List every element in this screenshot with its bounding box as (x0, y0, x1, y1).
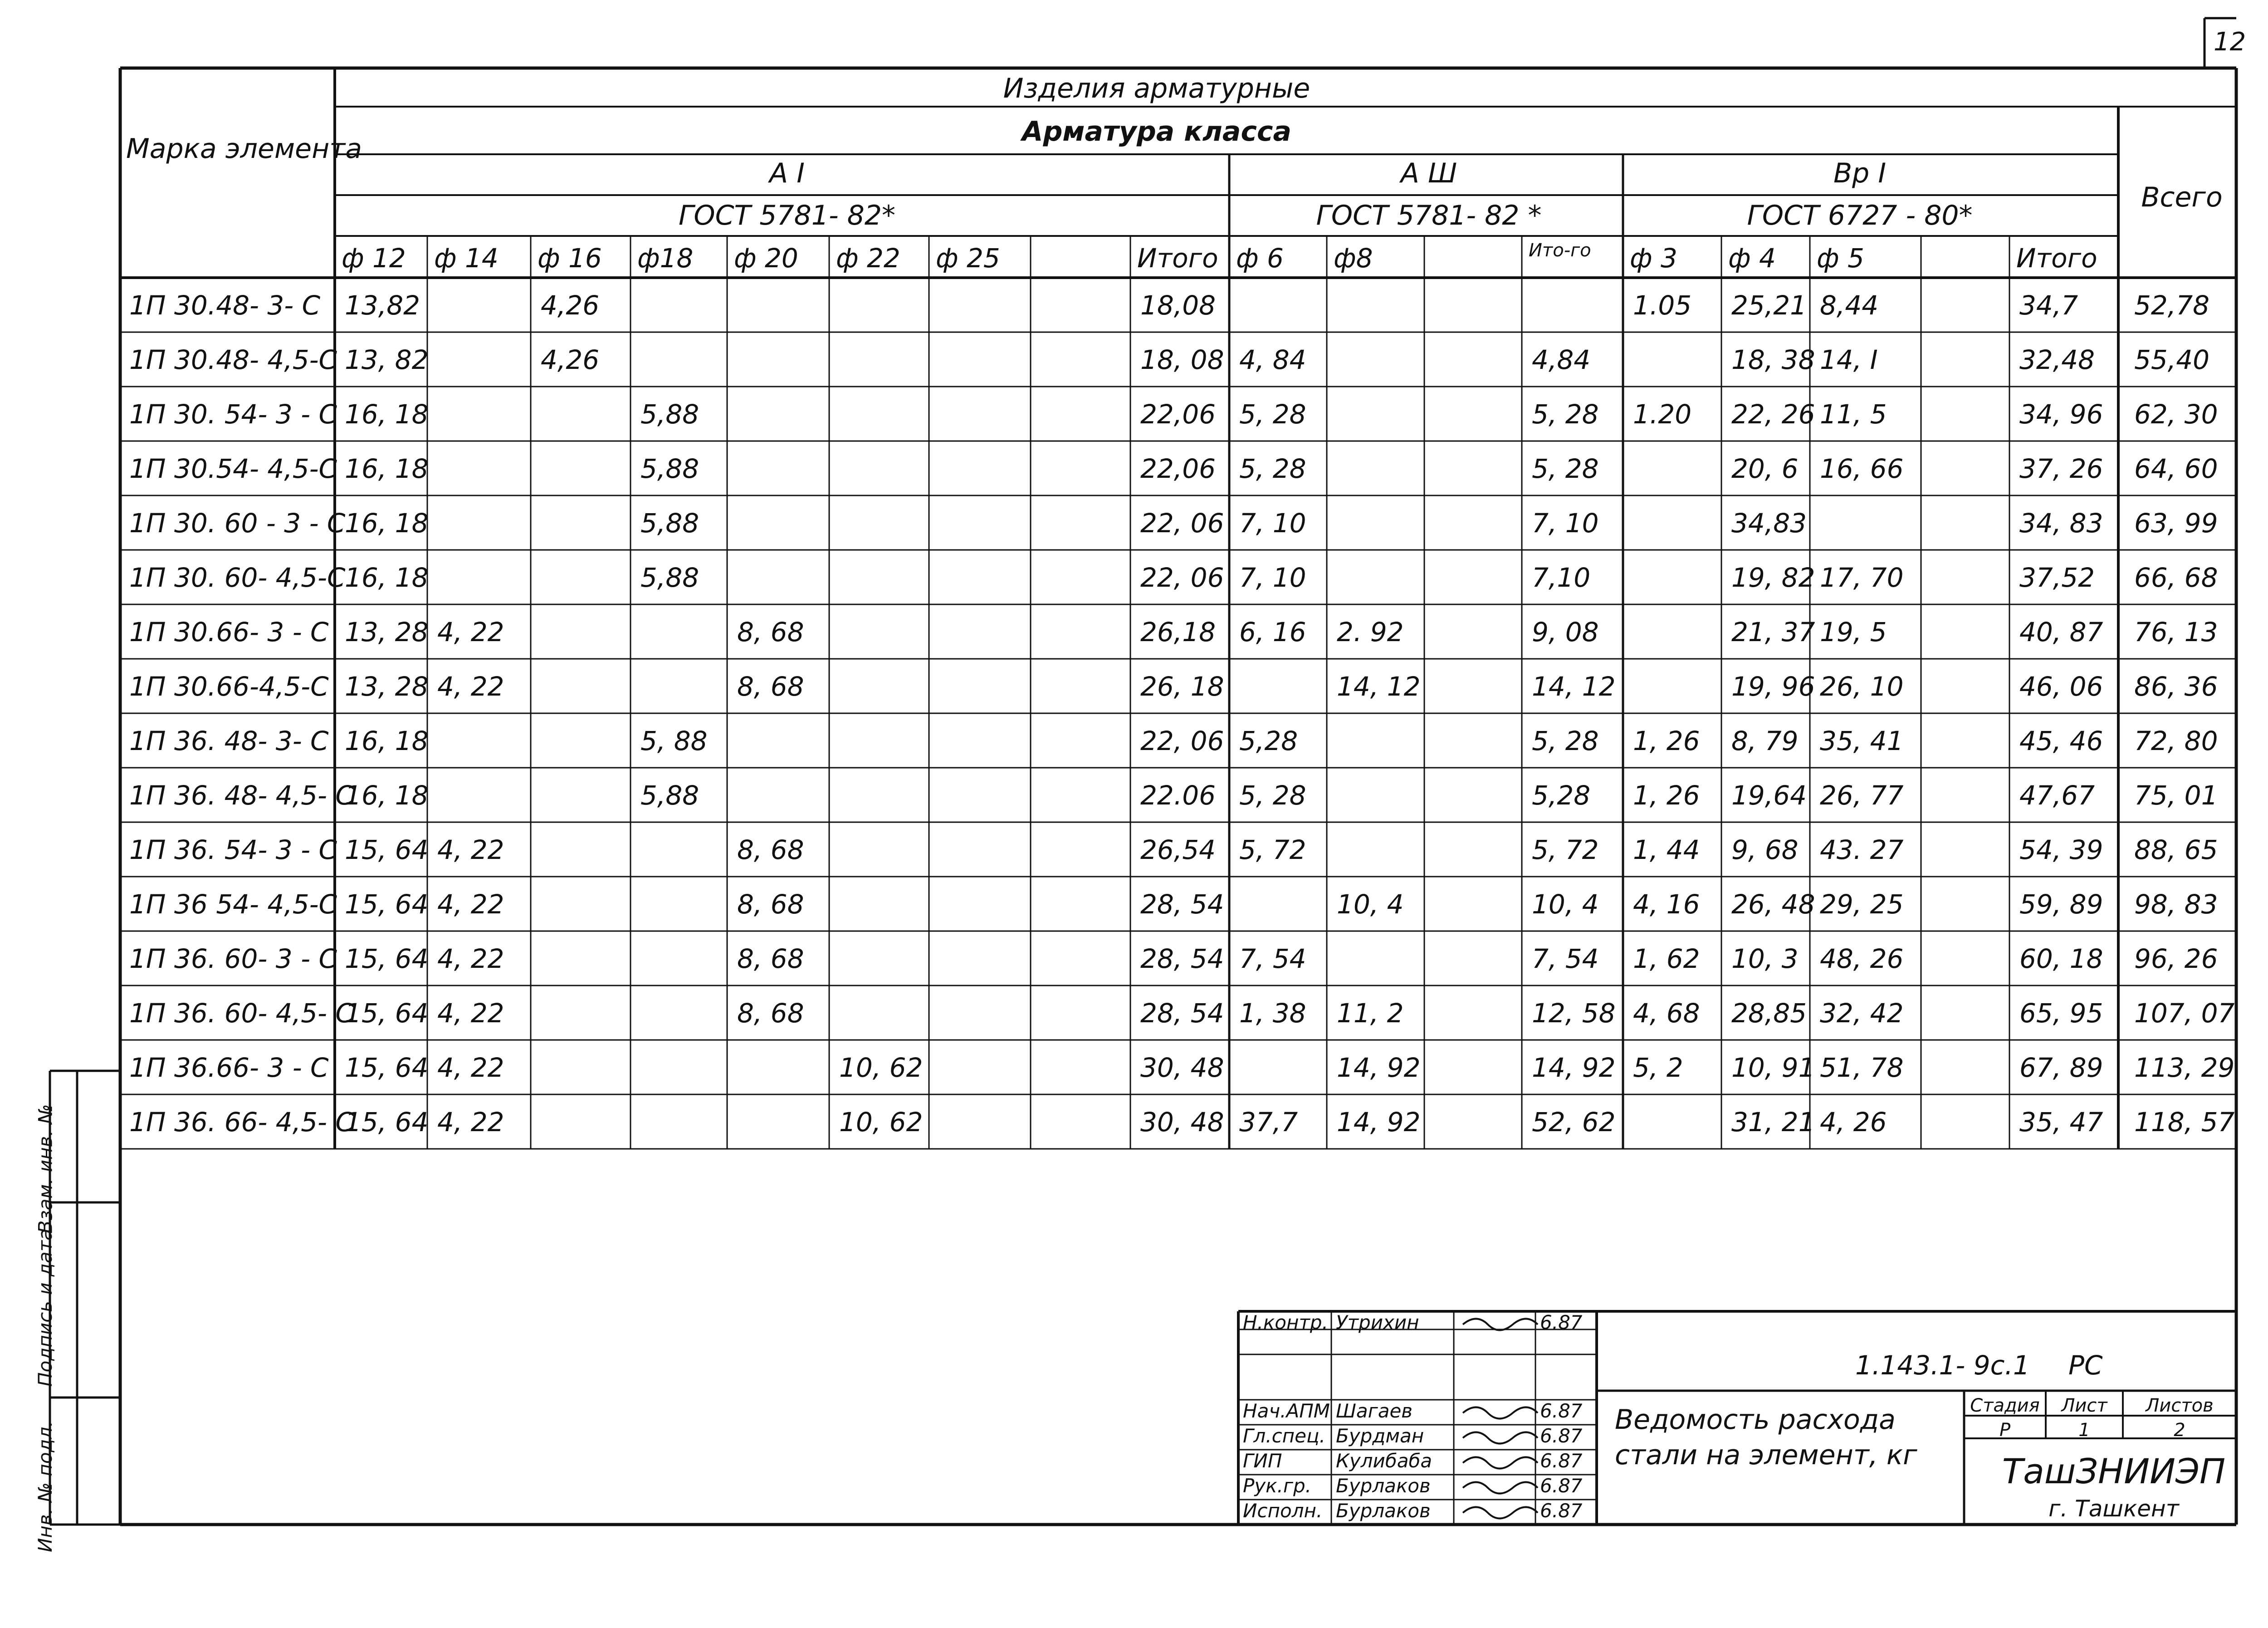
handwritten-signature (1463, 1407, 1538, 1419)
table-cell: 8, 68 (737, 943, 804, 974)
class-vr1: Вр I (1833, 157, 1887, 189)
table-cell: 6, 16 (1239, 617, 1306, 647)
element-mark: 1П 30.54- 4,5-С (129, 453, 337, 484)
table-cell: 18,08 (1140, 290, 1216, 321)
table-cell: 34, 83 (2019, 508, 2103, 539)
table-cell: 15, 64 (345, 1052, 429, 1083)
signature-date: 6.87 (1540, 1311, 1583, 1334)
column-header: ф18 (637, 243, 694, 274)
table-cell: 22,06 (1140, 399, 1216, 430)
element-mark: 1П 36. 60- 3 - С (129, 943, 337, 974)
table-cell: 22, 06 (1140, 508, 1224, 539)
table-cell: 4, 22 (437, 1107, 504, 1138)
table-cell: 60, 18 (2019, 943, 2103, 974)
element-mark: 1П 30. 60 - 3 - С (129, 508, 346, 539)
table-cell: 1, 26 (1633, 726, 1700, 756)
gost-a1: ГОСТ 5781- 82* (678, 200, 896, 231)
table-cell: 5, 28 (1239, 780, 1306, 811)
signature-date: 6.87 (1540, 1475, 1583, 1497)
table-cell: 5,88 (640, 562, 699, 593)
table-cell: 40, 87 (2019, 617, 2103, 647)
table-cell: 14, 92 (1337, 1107, 1421, 1138)
class-title: Арматура класса (1022, 116, 1291, 147)
signature-role: Нач.АПМ (1243, 1400, 1330, 1422)
column-header: ф 14 (434, 243, 499, 274)
row-total: 113, 29 (2134, 1052, 2235, 1083)
org-city: г. Ташкент (2048, 1496, 2179, 1522)
table-cell: 5, 28 (1532, 399, 1599, 430)
table-cell: 16, 18 (345, 780, 429, 811)
table-cell: 67, 89 (2019, 1052, 2103, 1083)
table-cell: 14, I (1820, 344, 1878, 375)
signature-name: Шагаев (1336, 1400, 1413, 1422)
table-cell: 5,88 (640, 508, 699, 539)
table-cell: 4, 22 (437, 617, 504, 647)
table-cell: 65, 95 (2019, 998, 2103, 1029)
table-cell: 5, 28 (1532, 453, 1599, 484)
signature-name: Бурлаков (1336, 1475, 1431, 1497)
handwritten-signature (1463, 1507, 1538, 1519)
table-cell: 7, 10 (1239, 562, 1306, 593)
row-total: 62, 30 (2134, 399, 2218, 430)
table-cell: 7, 54 (1239, 943, 1306, 974)
row-total: 96, 26 (2134, 943, 2218, 974)
column-header: ф 4 (1728, 243, 1776, 274)
table-cell: 32, 42 (1820, 998, 1904, 1029)
table-cell: 25,21 (1731, 290, 1807, 321)
table-cell: 29, 25 (1820, 889, 1904, 920)
table-cell: 4,26 (541, 290, 600, 321)
table-cell: 45, 46 (2019, 726, 2103, 756)
mark-header: Марка элемента (126, 133, 362, 165)
column-header: ф 3 (1630, 243, 1677, 274)
table-cell: 30, 48 (1140, 1107, 1224, 1138)
sheets-label: Листов (2146, 1395, 2214, 1416)
table-cell: 16, 18 (345, 562, 429, 593)
gost-a3: ГОСТ 5781- 82 * (1316, 200, 1542, 231)
signature-role: Рук.гр. (1243, 1475, 1311, 1497)
stage-value: Р (1999, 1420, 2011, 1441)
table-cell: 16, 18 (345, 508, 429, 539)
table-cell: 14, 12 (1337, 671, 1421, 702)
table-cell: 15, 64 (345, 943, 429, 974)
row-total: 118, 57 (2134, 1107, 2235, 1138)
signature-date: 6.87 (1540, 1425, 1583, 1447)
column-header: ф8 (1334, 243, 1373, 274)
table-cell: 5,88 (640, 780, 699, 811)
table-cell: 22, 06 (1140, 726, 1224, 756)
table-cell: 43. 27 (1820, 834, 1904, 865)
table-cell: 5, 2 (1633, 1052, 1683, 1083)
table-cell: 54, 39 (2019, 834, 2103, 865)
element-mark: 1П 30.66-4,5-С (129, 671, 329, 702)
table-cell: 21, 37 (1731, 617, 1815, 647)
table-cell: 16, 18 (345, 399, 429, 430)
signature-name: Бурлаков (1336, 1500, 1431, 1522)
signature-role: Гл.спец. (1243, 1425, 1325, 1447)
element-mark: 1П 30.66- 3 - С (129, 617, 329, 647)
table-cell: 26, 10 (1820, 671, 1904, 702)
table-cell: 13,82 (345, 290, 420, 321)
signature-date: 6.87 (1540, 1400, 1583, 1422)
org-name: ТашЗНИИЭП (2002, 1451, 2226, 1491)
table-cell: 48, 26 (1820, 943, 1904, 974)
sheet-label: Лист (2061, 1395, 2107, 1416)
table-cell: 11, 2 (1337, 998, 1404, 1029)
table-cell: 15, 64 (345, 889, 429, 920)
table-cell: 8, 68 (737, 671, 804, 702)
table-cell: 1, 62 (1633, 943, 1700, 974)
page-number: 12 (2214, 27, 2246, 57)
table-cell: 5,28 (1239, 726, 1298, 756)
table-cell: 8, 68 (737, 834, 804, 865)
row-total: 98, 83 (2134, 889, 2218, 920)
column-header: Ито-го (1529, 240, 1591, 261)
table-cell: 34, 96 (2019, 399, 2103, 430)
table-cell: 34,83 (1731, 508, 1807, 539)
table-cell: 4, 84 (1239, 344, 1306, 375)
element-mark: 1П 30.48- 3- С (129, 290, 321, 321)
table-cell: 22,06 (1140, 453, 1216, 484)
table-cell: 4, 22 (437, 943, 504, 974)
element-mark: 1П 36.66- 3 - С (129, 1052, 329, 1083)
table-cell: 10, 91 (1731, 1052, 1815, 1083)
column-header: ф 12 (342, 243, 406, 274)
element-mark: 1П 36 54- 4,5-С (129, 889, 337, 920)
group-title: Изделия арматурные (1003, 73, 1310, 104)
table-cell: 8, 68 (737, 998, 804, 1029)
signature-name: Бурдман (1336, 1425, 1424, 1447)
table-cell: 34,7 (2019, 290, 2078, 321)
element-mark: 1П 36. 48- 4,5- С (129, 780, 354, 811)
element-mark: 1П 36. 66- 4,5- С (129, 1107, 354, 1138)
table-cell: 28,85 (1731, 998, 1807, 1029)
table-cell: 5, 28 (1239, 453, 1306, 484)
row-total: 64, 60 (2134, 453, 2218, 484)
table-cell: 10, 3 (1731, 943, 1799, 974)
table-cell: 4,84 (1532, 344, 1591, 375)
table-cell: 31, 21 (1731, 1107, 1815, 1138)
class-a1: А I (769, 157, 805, 189)
column-header: ф 16 (538, 243, 602, 274)
column-header: Итого (2016, 243, 2097, 274)
table-cell: 4, 22 (437, 834, 504, 865)
row-total: 55,40 (2134, 344, 2210, 375)
table-cell: 4, 22 (437, 671, 504, 702)
table-cell: 2. 92 (1337, 617, 1404, 647)
table-cell: 26,18 (1140, 617, 1216, 647)
table-cell: 5,28 (1532, 780, 1591, 811)
table-cell: 7,10 (1532, 562, 1591, 593)
table-cell: 10, 4 (1532, 889, 1599, 920)
table-cell: 4, 68 (1633, 998, 1700, 1029)
table-cell: 8,44 (1820, 290, 1879, 321)
column-header: Итого (1137, 243, 1218, 274)
table-cell: 8, 79 (1731, 726, 1799, 756)
table-cell: 13, 28 (345, 617, 429, 647)
table-cell: 4, 22 (437, 889, 504, 920)
table-cell: 20, 6 (1731, 453, 1799, 484)
table-cell: 5,88 (640, 399, 699, 430)
element-mark: 1П 30. 54- 3 - С (129, 399, 337, 430)
table-cell: 8, 68 (737, 889, 804, 920)
row-total: 72, 80 (2134, 726, 2218, 756)
table-cell: 26, 18 (1140, 671, 1224, 702)
signature-role: Исполн. (1243, 1500, 1323, 1522)
element-mark: 1П 36. 54- 3 - С (129, 834, 337, 865)
table-cell: 15, 64 (345, 834, 429, 865)
doc-code: 1.143.1- 9с.1 (1855, 1350, 2030, 1381)
element-mark: 1П 36. 60- 4,5- С (129, 998, 354, 1029)
stage-label: Стадия (1970, 1395, 2040, 1416)
table-cell: 26, 48 (1731, 889, 1815, 920)
row-total: 76, 13 (2134, 617, 2218, 647)
table-cell: 18, 08 (1140, 344, 1224, 375)
table-cell: 8, 68 (737, 617, 804, 647)
column-header: ф 20 (734, 243, 798, 274)
table-cell: 22, 06 (1140, 562, 1224, 593)
table-cell: 16, 18 (345, 726, 429, 756)
table-cell: 11, 5 (1820, 399, 1887, 430)
side-inv-no: Инв. № подл. (34, 1421, 56, 1552)
row-total: 75, 01 (2134, 780, 2218, 811)
table-cell: 14, 12 (1532, 671, 1616, 702)
table-cell: 7, 10 (1239, 508, 1306, 539)
doc-type: РС (2068, 1350, 2103, 1381)
row-total: 88, 65 (2134, 834, 2218, 865)
column-header: ф 6 (1236, 243, 1284, 274)
table-cell: 46, 06 (2019, 671, 2103, 702)
table-cell: 13, 82 (345, 344, 429, 375)
table-cell: 30, 48 (1140, 1052, 1224, 1083)
table-cell: 4, 22 (437, 1052, 504, 1083)
table-cell: 35, 47 (2019, 1107, 2103, 1138)
table-cell: 37, 26 (2019, 453, 2103, 484)
table-cell: 7, 54 (1532, 943, 1599, 974)
table-cell: 28, 54 (1140, 998, 1224, 1029)
table-cell: 13, 28 (345, 671, 429, 702)
signature-name: Кулибаба (1336, 1450, 1432, 1472)
table-cell: 4, 22 (437, 998, 504, 1029)
row-total: 107, 07 (2134, 998, 2235, 1029)
table-cell: 4, 16 (1633, 889, 1700, 920)
table-cell: 4, 26 (1820, 1107, 1887, 1138)
table-cell: 22, 26 (1731, 399, 1815, 430)
signature-date: 6.87 (1540, 1500, 1583, 1522)
row-total: 63, 99 (2134, 508, 2218, 539)
table-cell: 14, 92 (1532, 1052, 1616, 1083)
element-mark: 1П 30. 60- 4,5-С (129, 562, 346, 593)
table-cell: 15, 64 (345, 1107, 429, 1138)
table-cell: 28, 54 (1140, 889, 1224, 920)
handwritten-signature (1463, 1432, 1538, 1444)
table-cell: 9, 08 (1532, 617, 1599, 647)
table-cell: 19, 5 (1820, 617, 1887, 647)
element-mark: 1П 36. 48- 3- С (129, 726, 329, 756)
element-mark: 1П 30.48- 4,5-С (129, 344, 337, 375)
table-cell: 10, 62 (839, 1107, 923, 1138)
row-total: 52,78 (2134, 290, 2210, 321)
table-cell: 16, 18 (345, 453, 429, 484)
doc-title: Ведомость расхода стали на элемент, кг (1615, 1404, 1917, 1471)
row-total: 86, 36 (2134, 671, 2218, 702)
table-cell: 19,64 (1731, 780, 1807, 811)
gost-vr1: ГОСТ 6727 - 80* (1747, 200, 1973, 231)
table-cell: 7, 10 (1532, 508, 1599, 539)
total-all-header: Всего (2141, 181, 2223, 213)
table-cell: 16, 66 (1820, 453, 1904, 484)
table-cell: 28, 54 (1140, 943, 1224, 974)
table-cell: 5, 72 (1239, 834, 1306, 865)
table-cell: 52, 62 (1532, 1107, 1616, 1138)
table-cell: 51, 78 (1820, 1052, 1904, 1083)
signature-date: 6.87 (1540, 1450, 1583, 1472)
table-cell: 9, 68 (1731, 834, 1799, 865)
table-cell: 35, 41 (1820, 726, 1904, 756)
column-header: ф 22 (836, 243, 900, 274)
table-cell: 59, 89 (2019, 889, 2103, 920)
table-cell: 47,67 (2019, 780, 2095, 811)
signature-role: Н.контр. (1243, 1311, 1328, 1334)
table-cell: 37,52 (2019, 562, 2095, 593)
table-cell: 32,48 (2019, 344, 2095, 375)
column-header: ф 5 (1817, 243, 1864, 274)
table-cell: 1, 38 (1239, 998, 1306, 1029)
table-cell: 5, 28 (1532, 726, 1599, 756)
table-cell: 12, 58 (1532, 998, 1616, 1029)
table-cell: 5,88 (640, 453, 699, 484)
handwritten-signature (1463, 1319, 1538, 1330)
table-cell: 1, 44 (1633, 834, 1700, 865)
table-cell: 22.06 (1140, 780, 1216, 811)
row-total: 66, 68 (2134, 562, 2218, 593)
table-cell: 15, 64 (345, 998, 429, 1029)
table-cell: 26,54 (1140, 834, 1216, 865)
table-cell: 1.20 (1633, 399, 1692, 430)
table-cell: 1.05 (1633, 290, 1692, 321)
side-sign-date: Подпись и дата (34, 1229, 56, 1387)
table-cell: 5, 72 (1532, 834, 1599, 865)
table-cell: 4,26 (541, 344, 600, 375)
column-header: ф 25 (936, 243, 1000, 274)
table-cell: 10, 62 (839, 1052, 923, 1083)
table-cell: 1, 26 (1633, 780, 1700, 811)
sheets-value: 2 (2174, 1420, 2185, 1441)
class-a3: А Ш (1400, 157, 1457, 189)
table-cell: 18, 38 (1731, 344, 1815, 375)
table-cell: 10, 4 (1337, 889, 1404, 920)
signature-name: Утрихин (1336, 1311, 1419, 1334)
table-cell: 17, 70 (1820, 562, 1904, 593)
sheet-value: 1 (2078, 1420, 2090, 1441)
table-cell: 26, 77 (1820, 780, 1904, 811)
table-cell: 37,7 (1239, 1107, 1298, 1138)
table-cell: 14, 92 (1337, 1052, 1421, 1083)
table-cell: 19, 82 (1731, 562, 1815, 593)
handwritten-signature (1463, 1482, 1538, 1494)
table-cell: 19, 96 (1731, 671, 1815, 702)
handwritten-signature (1463, 1457, 1538, 1469)
side-replace-inv: Взам. инв. № (34, 1104, 57, 1234)
signature-role: ГИП (1243, 1450, 1282, 1472)
table-cell: 5, 28 (1239, 399, 1306, 430)
table-cell: 5, 88 (640, 726, 708, 756)
